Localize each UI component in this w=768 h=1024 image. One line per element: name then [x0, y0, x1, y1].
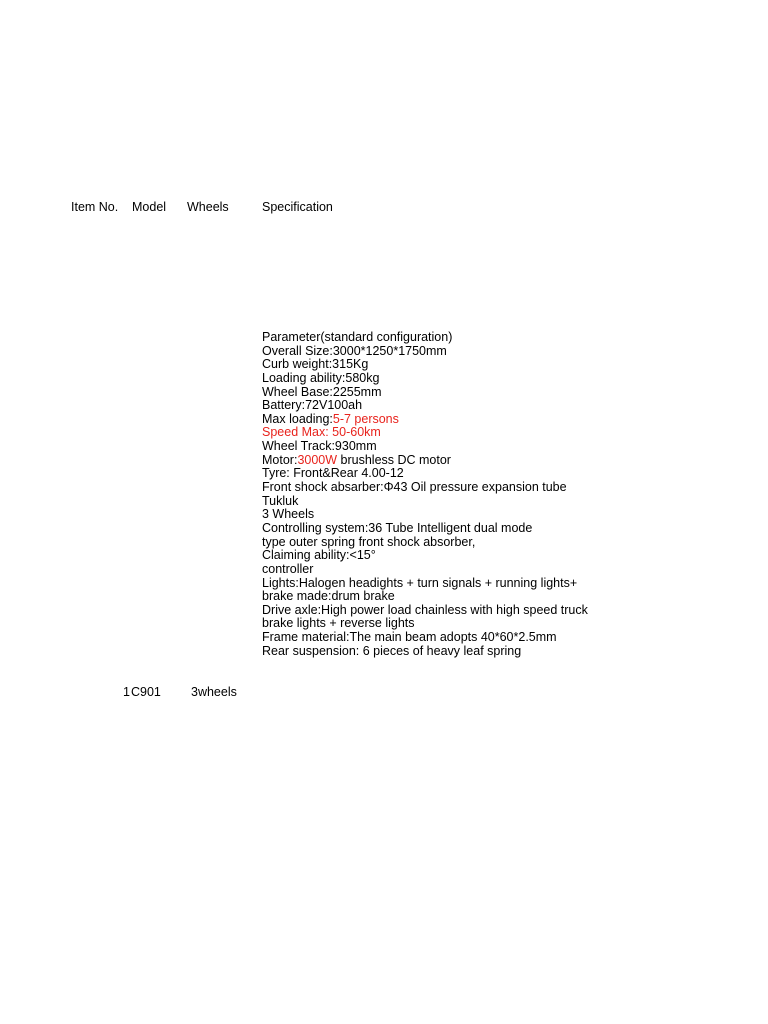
spec-text: Battery:72V100ah — [262, 398, 363, 413]
spec-text: controller — [262, 561, 314, 576]
spec-line — [262, 454, 588, 468]
spec-line — [262, 467, 588, 481]
specification-list — [262, 331, 588, 658]
spec-text: Tyre: Front&Rear 4.00-12 — [262, 466, 404, 481]
spec-line — [262, 440, 588, 454]
spec-line — [262, 536, 588, 550]
spec-text: Motor: — [262, 452, 298, 467]
spec-text: Parameter(standard configuration) — [262, 330, 453, 344]
spec-line — [262, 645, 588, 659]
spec-text: Claiming ability:<15° — [262, 548, 376, 563]
spec-line — [262, 331, 588, 345]
spec-line — [262, 399, 588, 413]
spec-line — [262, 577, 588, 591]
spec-text: type outer spring front shock absorber, — [262, 534, 476, 549]
spec-line — [262, 345, 588, 359]
spec-line — [262, 617, 588, 631]
spec-highlight: 3000W — [297, 452, 338, 467]
row-wheels: 3wheels — [191, 685, 237, 699]
spec-text: brake made:drum brake — [262, 589, 395, 604]
spec-line — [262, 563, 588, 577]
spec-text: brake lights + reverse lights — [262, 616, 415, 631]
header-specification: Specification — [262, 200, 333, 214]
spec-line — [262, 549, 588, 563]
header-item-no: Item No. — [71, 200, 119, 214]
spec-line — [262, 426, 588, 440]
spec-text: brushless DC motor — [337, 452, 451, 467]
spec-line — [262, 481, 588, 495]
spec-text: Drive axle:High power load chainless with high speed truck — [262, 602, 588, 617]
spec-text: Wheel Track:930mm — [262, 439, 377, 454]
spec-highlight: Speed Max: 50-60km — [262, 425, 381, 440]
spec-line — [262, 590, 588, 604]
spec-line — [262, 495, 588, 509]
spec-text: Max loading: — [262, 411, 333, 426]
spec-text: Overall Size:3000*1250*1750mm — [262, 343, 447, 358]
spec-line — [262, 604, 588, 618]
header-model: Model — [132, 200, 167, 214]
spec-highlight: 5-7 persons — [332, 411, 399, 426]
spec-text: Curb weight:315Kg — [262, 357, 369, 372]
spec-text: Front shock absarber:Φ43 Oil pressure expansion tube — [262, 480, 567, 495]
spec-line — [262, 386, 588, 400]
spec-text: Lights:Halogen headights + turn signals + running lights+ — [262, 575, 578, 590]
spec-line — [262, 372, 588, 386]
header-wheels: Wheels — [187, 200, 229, 214]
spec-line — [262, 631, 588, 645]
spec-line — [262, 508, 588, 522]
row-model: C901 — [131, 685, 161, 699]
spec-line — [262, 522, 588, 536]
spec-text: Rear suspension: 6 pieces of heavy leaf spring — [262, 643, 522, 658]
spec-text: Frame material:The main beam adopts 40*60*2.5mm — [262, 630, 557, 645]
spec-text: 3 Wheels — [262, 507, 315, 522]
row-item-no: 1 — [123, 685, 130, 699]
spec-text: Wheel Base:2255mm — [262, 384, 382, 399]
spec-text: Loading ability:580kg — [262, 370, 380, 385]
spec-line — [262, 413, 588, 427]
spec-line — [262, 358, 588, 372]
spec-text: Tukluk — [262, 493, 299, 508]
spec-text: Controlling system:36 Tube Intelligent dual mode — [262, 520, 533, 535]
